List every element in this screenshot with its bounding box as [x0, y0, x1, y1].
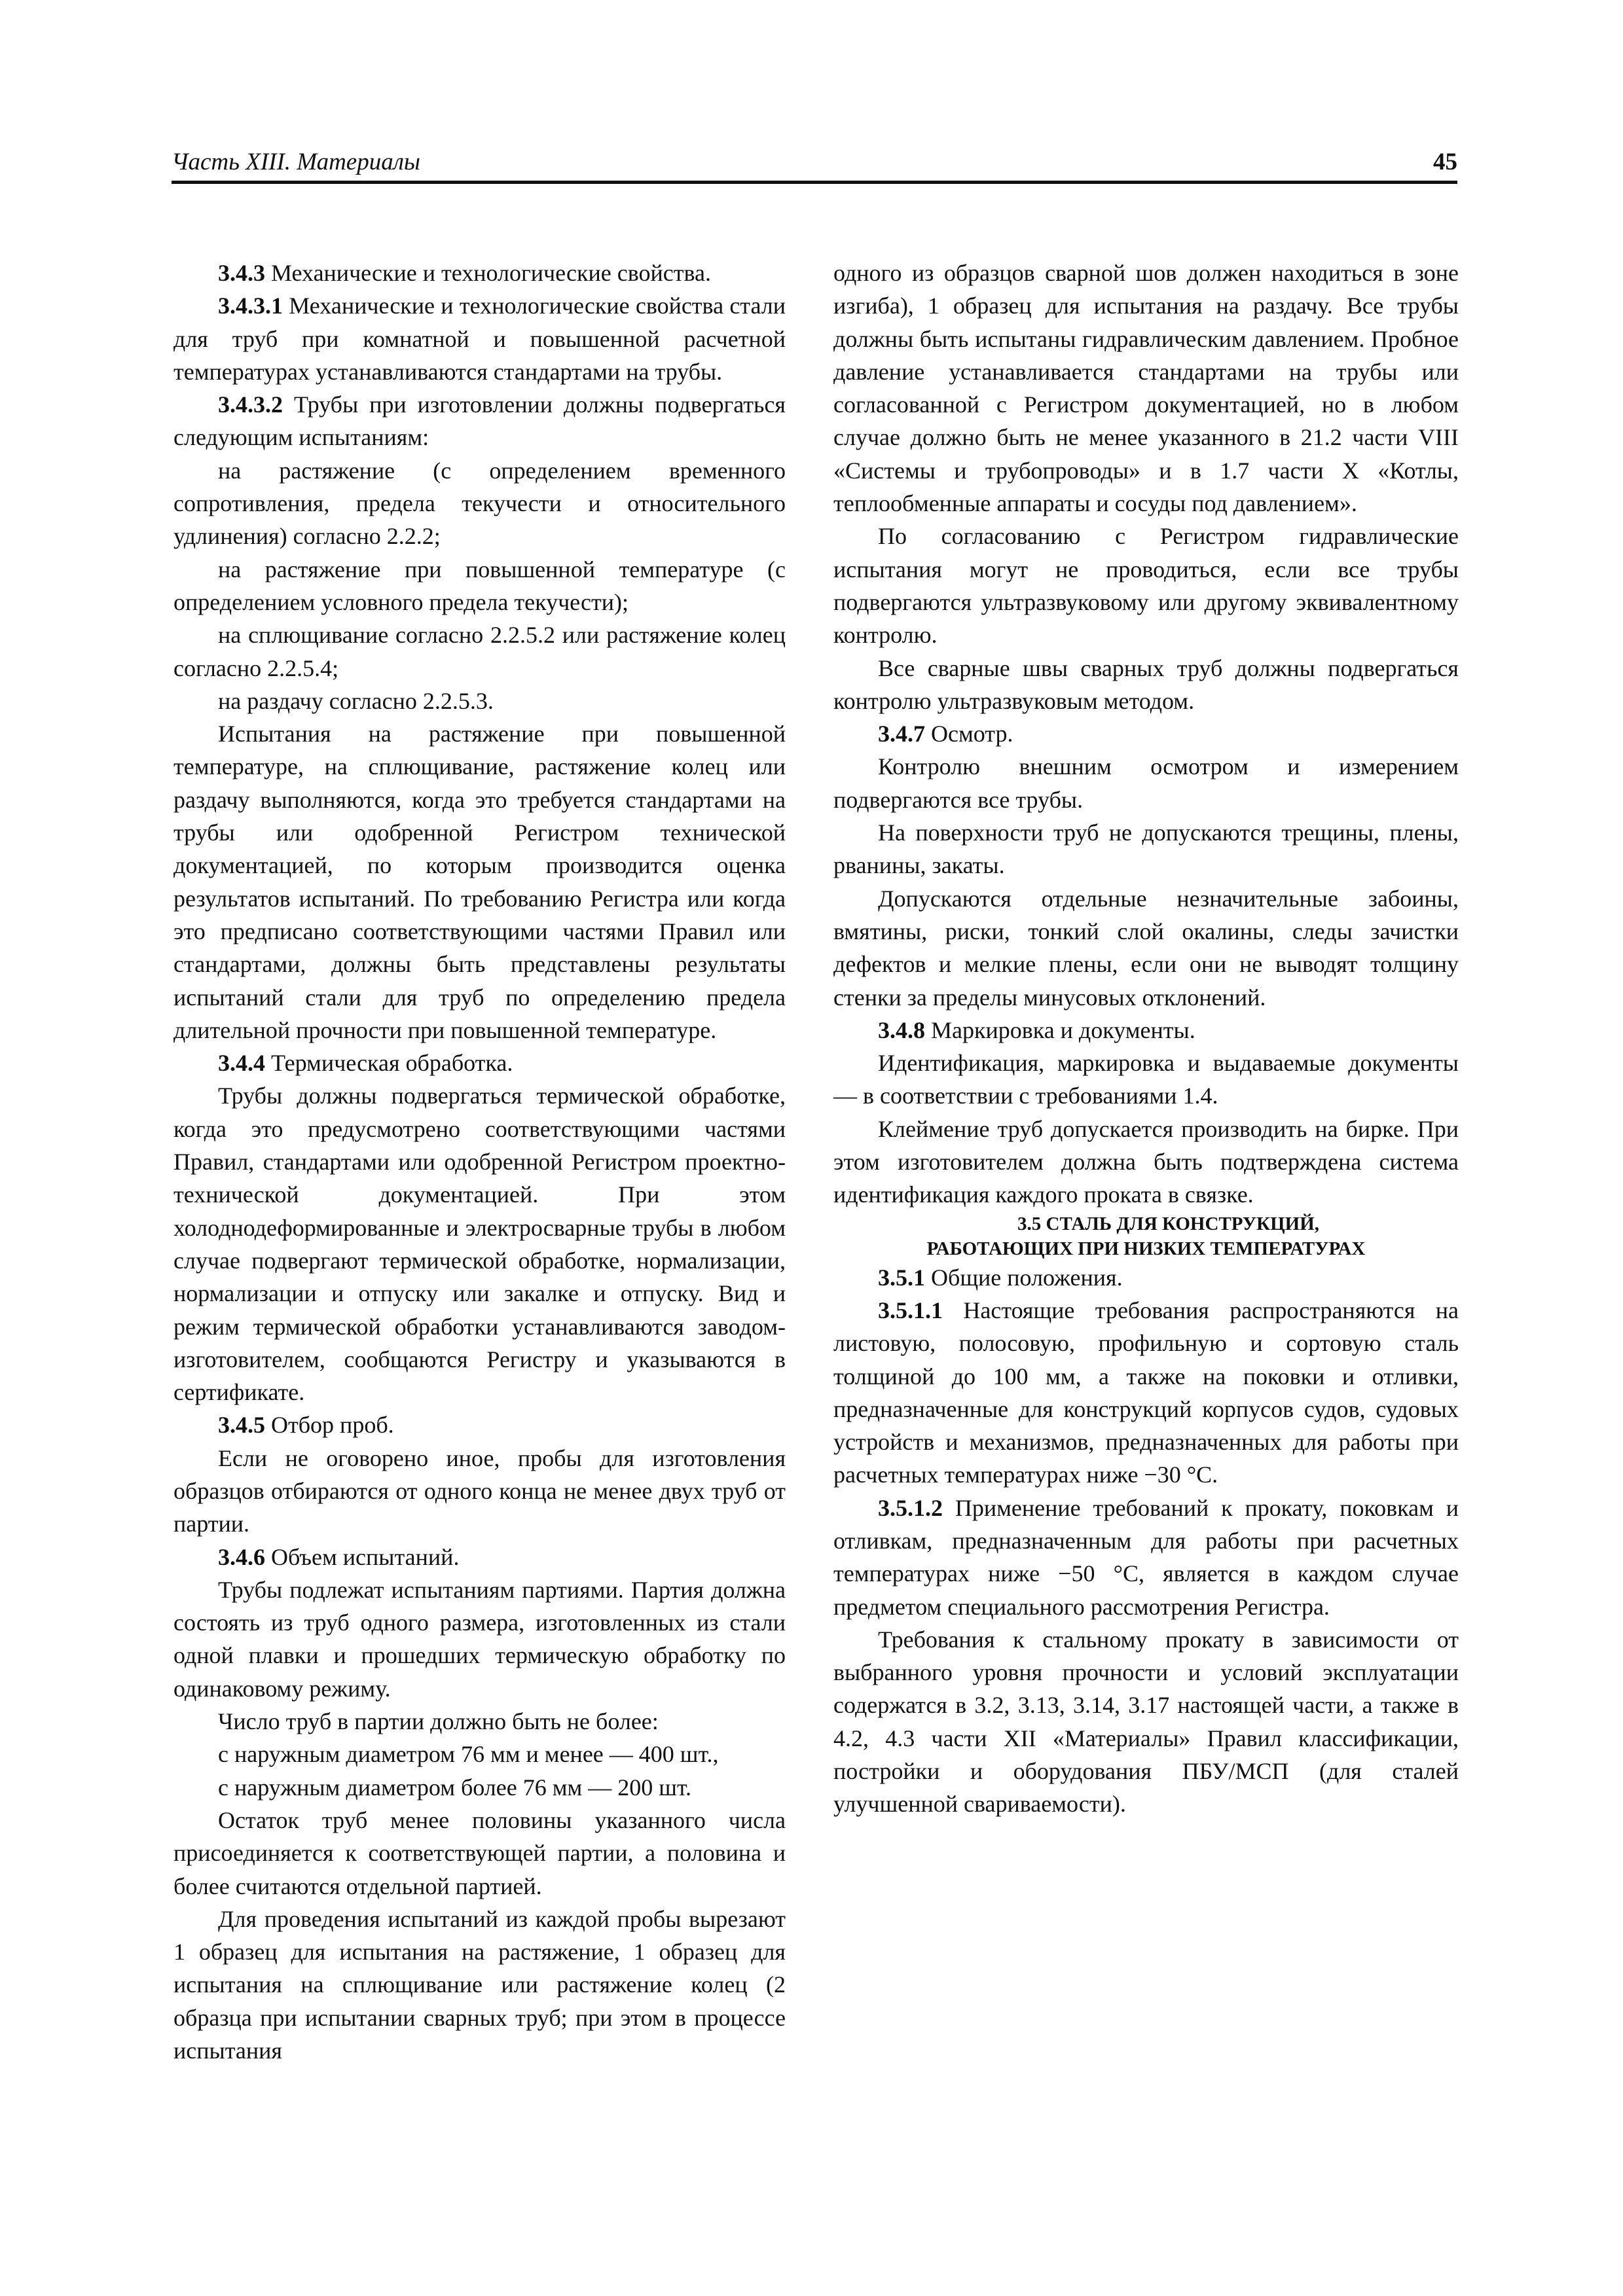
- paragraph-text: Механические и технологические свойства стали для труб при комнатной и повышенной расчетной температурах устанавливаются стандартами на трубы.: [173, 293, 786, 385]
- list-item: на сплющивание согласно 2.2.5.2 или растяжение колец согласно 2.2.5.4;: [173, 622, 786, 681]
- clause-number: 3.4.3.1: [218, 293, 283, 319]
- section-number: 3.5.1: [878, 1264, 925, 1291]
- section-title-3-5: [833, 1211, 1459, 1261]
- paragraph-continued: одного из образцов сварной шов должен находиться в зоне изгиба), 1 образец для испытания на раздачу. Все трубы должны быть испытаны гидравлическим давлением. Пробное давление устанавливается стандартами на трубы или согласованной с Регистром документацией, но в любом случае должно быть не менее указанного в 21.2 части VIII «Системы и трубопроводы» и в 1.7 части X «Котлы, теплообменные аппараты и сосуды под давлением».: [833, 260, 1459, 517]
- heading-3-4-4: [173, 1047, 786, 1079]
- list-item: с наружным диаметром 76 мм и менее — 400 шт.,: [218, 1741, 719, 1768]
- section-heading-text: Объем испытаний.: [265, 1543, 460, 1570]
- heading-3-4-8: [833, 1014, 1459, 1047]
- paragraph: Число труб в партии должно быть не более:: [218, 1708, 659, 1735]
- heading-3-4-5: [173, 1408, 786, 1441]
- paragraph: Идентификация, маркировка и выдаваемые документы — в соответствии с требованиями 1.4.: [833, 1050, 1459, 1109]
- heading-3-4-3: [173, 257, 786, 289]
- paragraph: Контролю внешним осмотром и измерением подвергаются все трубы.: [833, 753, 1459, 813]
- paragraph: Трубы подлежат испытаниям партиями. Партия должна состоять из труб одного размера, изготовленных из стали одной плавки и прошедших термическую обработку по одинаковому режиму.: [173, 1576, 786, 1702]
- header-title: Часть XIII. Материалы: [172, 149, 420, 175]
- list-item: на растяжение (с определением временного сопротивления, предела текучести и относительного удлинения) согласно 2.2.2;: [173, 457, 786, 550]
- heading-3-4-7: [833, 717, 1459, 750]
- paragraph-text: Настоящие требования распространяются на листовую, полосовую, профильную и сортовую сталь толщиной до 100 мм, а также на поковки и отливки, предназначенные для конструкций корпусов судов, судовых устройств и механизмов, предназначенных для работы при расчетных температурах ниже −30 °С.: [833, 1297, 1459, 1488]
- section-heading-text: Общие положения.: [925, 1264, 1123, 1291]
- section-number: 3.4.3: [218, 260, 265, 286]
- section-heading-text: Термическая обработка.: [265, 1050, 513, 1077]
- clause-number: 3.5.1.2: [878, 1494, 943, 1521]
- clause-number: 3.5.1.1: [878, 1297, 943, 1323]
- heading-3-5-1: [833, 1261, 1459, 1294]
- section-heading-text: Маркировка и документы.: [925, 1016, 1195, 1043]
- running-header: [172, 143, 1457, 179]
- section-number: 3.4.5: [218, 1412, 265, 1439]
- section-number: 3.4.6: [218, 1543, 265, 1570]
- page-number: 45: [1433, 149, 1457, 175]
- paragraph: Допускаются отдельные незначительные забоины, вмятины, риски, тонкий слой окалины, следы зачистки дефектов и мелкие плены, если они не выводят толщину стенки за пределы минусовых отклонений.: [833, 885, 1459, 1011]
- clause-number: 3.4.3.2: [218, 391, 283, 418]
- header-rule: [172, 181, 1457, 184]
- list-item: с наружным диаметром более 76 мм — 200 шт.: [218, 1774, 692, 1801]
- paragraph-text: Применение требований к прокату, поковкам и отливкам, предназначенным для работы при расчетных температурах ниже −50 °С, является в каждом случае предметом специального рассмотрения Регистра.: [833, 1494, 1459, 1620]
- paragraph-3-5-1-1: [833, 1294, 1459, 1492]
- heading-3-4-6: [173, 1541, 786, 1573]
- section-heading-text: Отбор проб.: [265, 1412, 394, 1439]
- section-title-line: 3.5 СТАЛЬ ДЛЯ КОНСТРУКЦИЙ,: [1017, 1213, 1319, 1234]
- paragraph: Остаток труб менее половины указанного числа присоединяется к соответствующей партии, а половина и более считаются отдельной партией.: [173, 1806, 786, 1899]
- list-item: на раздачу согласно 2.2.5.3.: [218, 687, 494, 714]
- section-heading-text: Осмотр.: [925, 721, 1013, 747]
- paragraph: Для проведения испытаний из каждой пробы вырезают 1 образец для испытания на растяжение, 1 образец для испытания на сплющивание или растяжение колец (2 образца при испытании сварных труб; при этом в процессе испытания: [173, 1905, 786, 2064]
- paragraph-3-4-3-2: [173, 388, 786, 454]
- paragraph-3-5-1-2: [833, 1492, 1459, 1623]
- list-item: на растяжение при повышенной температуре (с определением условного предела текучести);: [173, 556, 786, 615]
- paragraph-3-4-3-1: [173, 289, 786, 388]
- paragraph: Если не оговорено иное, пробы для изготовления образцов отбираются от одного конца не менее двух труб от партии.: [173, 1444, 786, 1537]
- section-number: 3.4.8: [878, 1016, 925, 1043]
- section-title-line: РАБОТАЮЩИХ ПРИ НИЗКИХ ТЕМПЕРАТУРАХ: [926, 1238, 1366, 1259]
- section-number: 3.4.7: [878, 721, 925, 747]
- section-number: 3.4.4: [218, 1050, 265, 1077]
- paragraph: Трубы должны подвергаться термической обработке, когда это предусмотрено соответствующими частями Правил, стандартами или одобренной Регистром проектно-технической документацией. При этом холоднодеформированные и электросварные трубы в любом случае подвергают термической обработке, нормализации, нормализации и отпуску или закалке и отпуску. Вид и режим термической обработки устанавливаются заводом-изготовителем, сообщаются Регистру и указываются в сертификате.: [173, 1083, 786, 1406]
- paragraph: На поверхности труб не допускаются трещины, плены, рванины, закаты.: [833, 819, 1459, 879]
- paragraph: Все сварные швы сварных труб должны подвергаться контролю ультразвуковым методом.: [833, 655, 1459, 714]
- paragraph: Требования к стальному прокату в зависимости от выбранного уровня прочности и условий эксплуатации содержатся в 3.2, 3.13, 3.14, 3.17 настоящей части, а также в 4.2, 4.3 части XII «Материалы» Правил классификации, постройки и оборудования ПБУ/МСП (для сталей улучшенной свариваемости).: [833, 1626, 1459, 1818]
- right-column: [833, 257, 1459, 1821]
- section-heading-text: Механические и технологические свойства.: [265, 260, 711, 286]
- paragraph: По согласованию с Регистром гидравлические испытания могут не проводиться, если все трубы подвергаются ультразвуковому или другому эквивалентному контролю.: [833, 523, 1459, 649]
- left-column: [173, 257, 786, 2067]
- paragraph: Испытания на растяжение при повышенной температуре, на сплющивание, растяжение колец или раздачу выполняются, когда это требуется стандартами на трубы или одобренной Регистром технической документацией, по которым производится оценка результатов испытаний. По требованию Регистра или когда это предписано соответствующими частями Правил или стандартами, должны быть представлены результаты испытаний стали для труб по определению предела длительной прочности при повышенной температуре.: [173, 721, 786, 1043]
- paragraph: Клеймение труб допускается производить на бирке. При этом изготовителем должна быть подтверждена система идентификация каждого проката в связке.: [833, 1115, 1459, 1208]
- paragraph-text: Трубы при изготовлении должны подвергаться следующим испытаниям:: [173, 391, 786, 451]
